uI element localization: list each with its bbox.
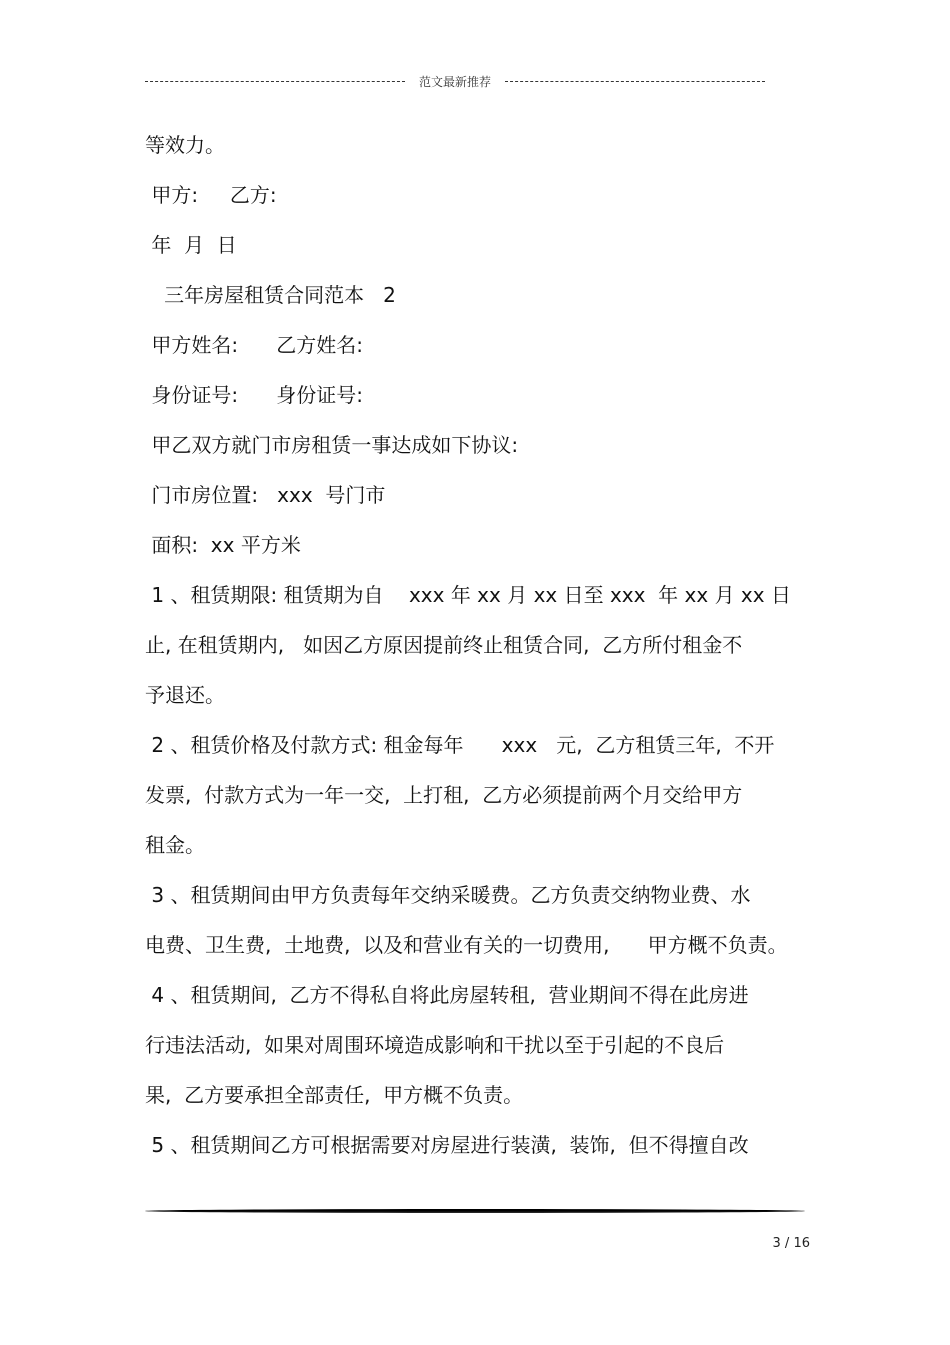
text-line: 年 月 日 — [145, 233, 237, 257]
text-line: 4 、租赁期间, 乙方不得私自将此房屋转租, 营业期间不得在此房进 — [145, 983, 749, 1007]
section-title: 三年房屋租赁合同范本 2 — [145, 283, 396, 307]
page-number: 3 / 16 — [772, 1236, 810, 1251]
text-line: 2 、租赁价格及付款方式: 租金每年 xxx 元, 乙方租赁三年, 不开 — [145, 733, 775, 757]
footer-rule — [145, 1209, 805, 1213]
text-line: 果, 乙方要承担全部责任, 甲方概不负责。 — [145, 1083, 524, 1107]
text-line: 予退还。 — [145, 683, 225, 707]
text-line: 等效力。 — [145, 133, 225, 157]
document-body — [145, 120, 810, 1170]
text-line: 身份证号: 身份证号: — [145, 383, 363, 407]
text-line: 甲方姓名: 乙方姓名: — [145, 333, 363, 357]
text-line: 面积: xx 平方米 — [145, 533, 301, 557]
text-line: 行违法活动, 如果对周围环境造成影响和干扰以至于引起的不良后 — [145, 1033, 725, 1057]
text-line: 甲乙双方就门市房租赁一事达成如下协议: — [145, 433, 519, 457]
page-header — [145, 70, 765, 92]
header-rule-left — [145, 81, 405, 82]
text-line: 止, 在租赁期内, 如因乙方原因提前终止租赁合同, 乙方所付租金不 — [145, 633, 743, 657]
text-line: 发票, 付款方式为一年一交, 上打租, 乙方必须提前两个月交给甲方 — [145, 783, 743, 807]
header-title: 范文最新推荐 — [419, 74, 492, 89]
text-line: 1 、租赁期限: 租赁期为自 xxx 年 xx 月 xx 日至 xxx 年 xx 月 xx 日 — [145, 583, 791, 607]
text-line: 租金。 — [145, 833, 205, 857]
text-line: 甲方: 乙方: — [145, 183, 277, 207]
text-line: 3 、租赁期间由甲方负责每年交纳采暖费。乙方负责交纳物业费、水 — [145, 883, 751, 907]
text-line: 电费、卫生费, 土地费, 以及和营业有关的一切费用, 甲方概不负责。 — [145, 933, 788, 957]
text-line: 5 、租赁期间乙方可根据需要对房屋进行装潢, 装饰, 但不得擅自改 — [145, 1133, 749, 1157]
header-rule-right — [505, 81, 765, 82]
text-line: 门市房位置: xxx 号门市 — [145, 483, 386, 507]
